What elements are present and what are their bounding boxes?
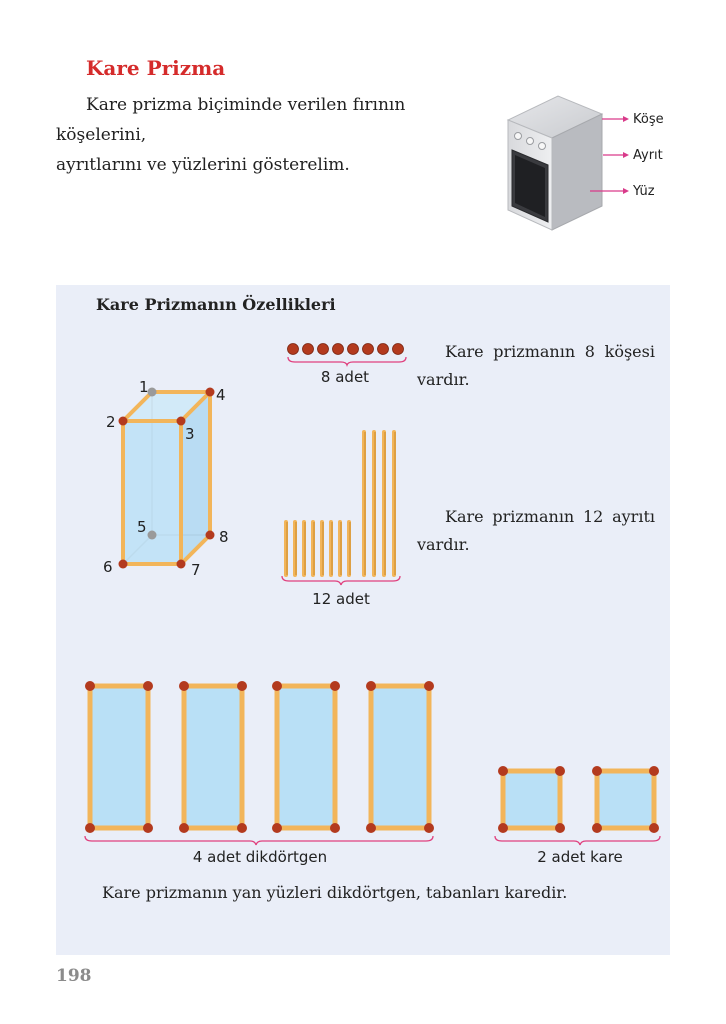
edges-text-line-2: vardır. (417, 535, 470, 554)
label-edge: Ayrıt (633, 148, 663, 163)
intro-paragraph (56, 90, 486, 180)
corners-text-line-1 (445, 338, 655, 366)
word: prizmanın (493, 342, 576, 361)
rectangles-brace (85, 836, 433, 845)
edges-text (445, 503, 655, 531)
intro-line-2: ayrıtlarını ve yüzlerini gösterelim. (56, 155, 350, 175)
rectangles (85, 681, 434, 833)
word: 8 (584, 342, 595, 361)
squares-brace (495, 836, 660, 845)
rectangle-face (179, 681, 247, 833)
corners-caption: 8 adet (320, 368, 370, 386)
vertex-label-4: 4 (216, 386, 226, 404)
vertex-label-7: 7 (191, 561, 201, 579)
word: Kare (445, 342, 484, 361)
edges-text-line-1 (445, 503, 655, 531)
rectangles-caption: 4 adet dikdörtgen (192, 848, 328, 866)
square-face (498, 766, 565, 833)
square-face (592, 766, 659, 833)
rectangle-face (366, 681, 434, 833)
squares (498, 766, 659, 833)
panel-title: Kare Prizmanın Özellikleri (96, 295, 336, 314)
vertex-label-5: 5 (137, 518, 147, 536)
vertex-label-3: 3 (185, 425, 195, 443)
corners-text (445, 338, 655, 366)
prism-front-face (123, 421, 181, 564)
edges-caption: 12 adet (312, 590, 370, 608)
word: köşesi (604, 342, 655, 361)
vertex-label-8: 8 (219, 528, 229, 546)
faces-figure (80, 676, 665, 846)
word: prizmanın (492, 507, 575, 526)
intro-line-1: Kare prizma biçiminde verilen fırının köşelerini, (56, 95, 406, 145)
word: 12 (582, 507, 604, 526)
vertex-label-6: 6 (103, 558, 113, 576)
vertex-label-2: 2 (106, 413, 116, 431)
prism-figure (95, 375, 255, 590)
word: Kare (445, 507, 484, 526)
oven-illustration (500, 88, 720, 238)
corner-balls (285, 340, 410, 365)
rectangle-face (85, 681, 153, 833)
word: ayrıtı (612, 507, 655, 526)
page-number: 198 (56, 966, 92, 986)
label-face: Yüz (633, 184, 655, 199)
squares-caption: 2 adet kare (537, 848, 623, 866)
corners-text-line-2: vardır. (417, 370, 470, 389)
edge-sticks (280, 428, 405, 588)
summary-sentence: Kare prizmanın yan yüzleri dikdörtgen, tabanları karedir. (102, 883, 568, 902)
vertex-label-1: 1 (139, 378, 149, 396)
rectangle-face (272, 681, 340, 833)
label-corner: Köşe (633, 112, 664, 127)
section-title: Kare Prizma (86, 56, 226, 80)
